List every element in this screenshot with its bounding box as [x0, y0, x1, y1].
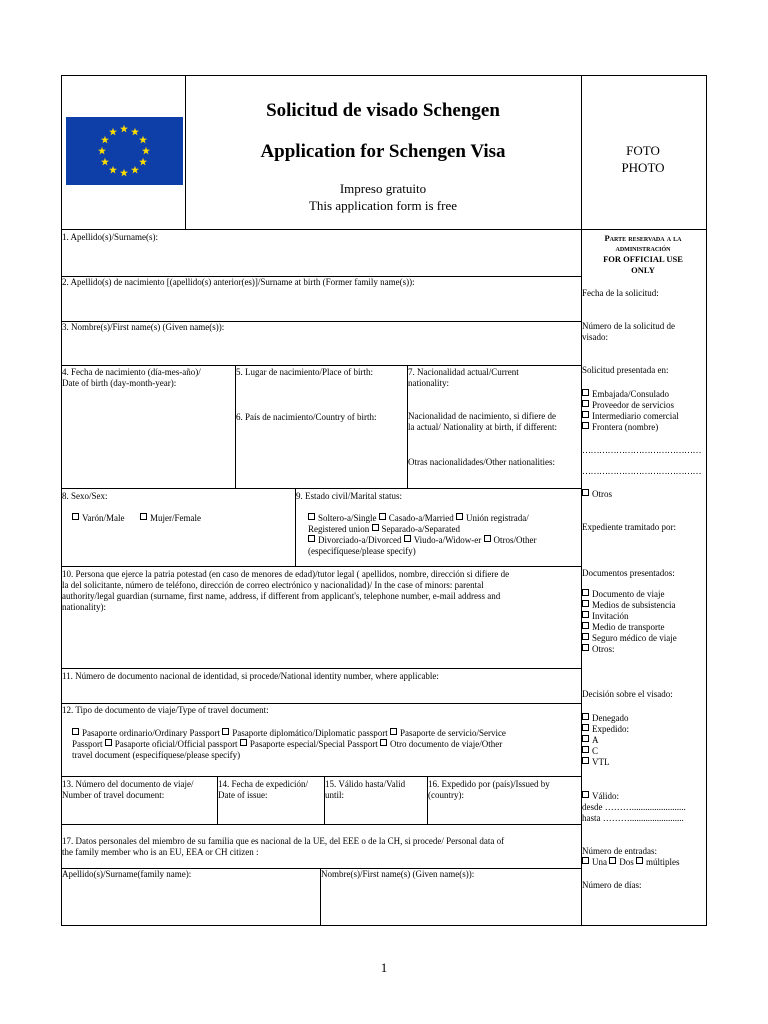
title-es: Solicitud de visado Schengen — [266, 100, 500, 121]
opt-expedido[interactable]: Expedido: — [582, 724, 629, 735]
dias-label: Número de días: — [582, 880, 642, 890]
presentada-label: Solicitud presentada en: — [582, 365, 669, 375]
marital-status-row1[interactable]: Soltero-a/Single Casado-a/Married Unión registrada/ — [308, 513, 529, 524]
opt-invitacion[interactable]: Invitación — [582, 611, 629, 622]
field-13-label: 13. Número del documento de viaje/ — [62, 779, 194, 789]
field-7-label: 7. Nacionalidad actual/Current — [408, 367, 519, 377]
field-2-label: 2. Apellido(s) de nacimiento [(apellido(s) anterior(es)]/Surname at birth (Former family name(s)): — [62, 277, 415, 287]
field-12-label: 12. Tipo de documento de viaje/Type of travel document: — [62, 705, 269, 715]
date-of-birth-input[interactable] — [62, 390, 234, 487]
opt-denegado[interactable]: Denegado — [582, 713, 628, 724]
field-10-label-2: la del solicitante, número de teléfono, dirección de correo electrónico y nacionalidad)/ In the case of minors: parental — [62, 580, 484, 590]
travel-doc-row1[interactable]: Pasaporte ordinario/Ordinary Passport Pasaporte diplomático/Diplomatic passport Pasaporte de servicio/Service — [72, 728, 506, 739]
star-icon — [139, 158, 147, 166]
surname-input[interactable] — [62, 243, 580, 275]
opt-entradas[interactable]: Una Dos múltiples — [582, 857, 680, 868]
star-icon — [131, 128, 139, 136]
opt-valido[interactable]: Válido: — [582, 791, 619, 802]
opt-transporte[interactable]: Medio de transporte — [582, 622, 664, 633]
tramitado-label: Expediente tramitado por: — [582, 522, 676, 532]
star-icon — [120, 169, 128, 177]
star-icon — [101, 136, 109, 144]
field-6-label: 6. País de nacimiento/Country of birth: — [236, 412, 377, 422]
star-icon — [101, 158, 109, 166]
divider — [61, 776, 582, 777]
field-17-label-2: the family member who is an EU, EEA or CH citizen : — [62, 847, 259, 857]
star-icon — [142, 147, 150, 155]
opt-embajada[interactable]: Embajada/Consulado — [582, 389, 669, 400]
divider — [61, 566, 582, 567]
opt-frontera[interactable]: Frontera (nombre) — [582, 422, 658, 433]
official-heading-l2: administración — [615, 243, 671, 253]
entradas-label: Número de entradas: — [582, 846, 657, 856]
photo-label-es: FOTO — [626, 143, 660, 158]
photo-label-en: PHOTO — [621, 160, 665, 175]
travel-doc-specify: travel document (especifíquese/please specify) — [72, 750, 241, 760]
numero-solicitud-label: Número de la solicitud de — [582, 321, 675, 331]
official-heading-l1: Parte reservada a la — [604, 233, 682, 243]
field-17-name-label: Nombre(s)/First name(s) (Given name(s)): — [321, 869, 475, 879]
field-15-label: 15. Válido hasta/Valid — [325, 779, 406, 789]
field-7b-label-2: la actual/ Nationality at birth, if different: — [408, 422, 558, 432]
field-7c-label: Otras nacionalidades/Other nationalities: — [408, 457, 555, 467]
opt-medios[interactable]: Medios de subsistencia — [582, 600, 676, 611]
marital-status-row3[interactable]: Divorciado-a/Divorced Viudo-a/Widow-er Otros/Other — [308, 535, 537, 546]
free-es: Impreso gratuito — [339, 181, 427, 196]
field-7-label-2: nationality: — [408, 378, 449, 388]
numero-solicitud-label-2: visado: — [582, 332, 608, 342]
opt-doc-otros[interactable]: Otros: — [582, 644, 615, 655]
field-8-label: 8. Sexo/Sex: — [62, 491, 108, 501]
star-icon — [131, 166, 139, 174]
sex-female-checkbox[interactable]: Mujer/Female — [140, 513, 201, 524]
guardian-input[interactable] — [62, 614, 580, 667]
star-icon — [139, 136, 147, 144]
title-en: Application for Schengen Visa — [260, 141, 506, 162]
field-14-label-2: Date of issue: — [218, 790, 268, 800]
marital-status-row2[interactable]: Registered union Separado-a/Separated — [308, 524, 460, 534]
field-14-label: 14. Fecha de expedición/ — [218, 779, 308, 789]
free-en: This application form is free — [308, 198, 457, 213]
divider — [61, 229, 707, 230]
opt-a[interactable]: A — [582, 735, 599, 746]
documentos-label: Documentos presentados: — [582, 568, 675, 578]
official-heading-l4: ONLY — [631, 265, 655, 275]
opt-proveedor[interactable]: Proveedor de servicios — [582, 400, 674, 411]
page-number: 1 — [380, 960, 388, 975]
field-1-label: 1. Apellido(s)/Surname(s): — [62, 232, 158, 242]
field-3-label: 3. Nombre(s)/First name(s) (Given name(s)): — [62, 322, 225, 332]
opt-doc-viaje[interactable]: Documento de viaje — [582, 589, 664, 600]
sex-male-checkbox[interactable]: Varón/Male — [72, 513, 125, 524]
field-10-label: 10. Persona que ejerce la patria potestad (en caso de menores de edad)/tutor legal ( apellidos, nombre, dirección si difiere de — [62, 569, 510, 579]
divider — [61, 824, 582, 825]
hasta-line: hasta ………........................ — [582, 813, 684, 823]
field-9-label: 9. Estado civil/Marital status: — [296, 491, 402, 501]
opt-seguro[interactable]: Seguro médico de viaje — [582, 633, 677, 644]
decision-label: Decisión sobre el visado: — [582, 689, 673, 699]
field-13-label-2: Number of travel document: — [62, 790, 165, 800]
dots-line: …………………………………… — [582, 466, 701, 476]
opt-c[interactable]: C — [582, 746, 598, 757]
divider — [61, 365, 582, 366]
field-15-label-2: until: — [325, 790, 345, 800]
dots-line: …………………………………… — [582, 445, 701, 455]
opt-vtl[interactable]: VTL — [582, 757, 610, 768]
star-icon — [109, 166, 117, 174]
field-7b-label: Nacionalidad de nacimiento, si difiere de — [408, 411, 556, 421]
star-icon — [120, 125, 128, 133]
divider — [61, 703, 582, 704]
eu-stars-icon — [66, 117, 183, 185]
marital-specify: (especifíquese/please specify) — [308, 546, 416, 556]
surname-at-birth-input[interactable] — [62, 288, 580, 320]
opt-intermediario[interactable]: Intermediario comercial — [582, 411, 679, 422]
travel-doc-row2[interactable]: Passport Pasaporte oficial/Official passport Pasaporte especial/Special Passport Otro documento de viaje/Other — [72, 739, 503, 749]
official-heading-l3: FOR OFFICIAL USE — [603, 254, 683, 264]
national-id-input[interactable] — [62, 682, 580, 702]
field-4-label-2: Date of birth (day-month-year): — [62, 378, 177, 388]
opt-otros[interactable]: Otros — [582, 489, 612, 500]
field-4-label: 4. Fecha de nacimiento (día-mes-año)/ — [62, 367, 201, 377]
field-16-label: 16. Expedido por (país)/Issued by — [428, 779, 550, 789]
eu-flag — [66, 117, 183, 185]
first-name-input[interactable] — [62, 333, 580, 364]
star-icon — [109, 128, 117, 136]
divider — [61, 488, 582, 489]
field-17-surname-label: Apellido(s)/Surname(family name): — [62, 869, 192, 879]
field-17-label: 17. Datos personales del miembro de su familia que es nacional de la UE, del EEE o de la CH, si procede/ Personal data of — [62, 836, 505, 846]
field-10-label-4: nationality): — [62, 602, 106, 612]
divider — [61, 668, 582, 669]
field-16-label-2: (country): — [428, 790, 464, 800]
field-11-label: 11. Número de documento nacional de identidad, si procede/National identity number, where applicable: — [62, 671, 439, 681]
star-icon — [98, 147, 106, 155]
field-5-label: 5. Lugar de nacimiento/Place of birth: — [236, 367, 373, 377]
fecha-solicitud-label: Fecha de la solicitud: — [582, 288, 659, 298]
field-10-label-3: authority/legal guardian (surname, first name, address, if different from applicant's, telephone number, e-mail address and — [62, 591, 501, 601]
desde-line: desde ………........................ — [582, 802, 686, 812]
divider — [235, 365, 236, 488]
